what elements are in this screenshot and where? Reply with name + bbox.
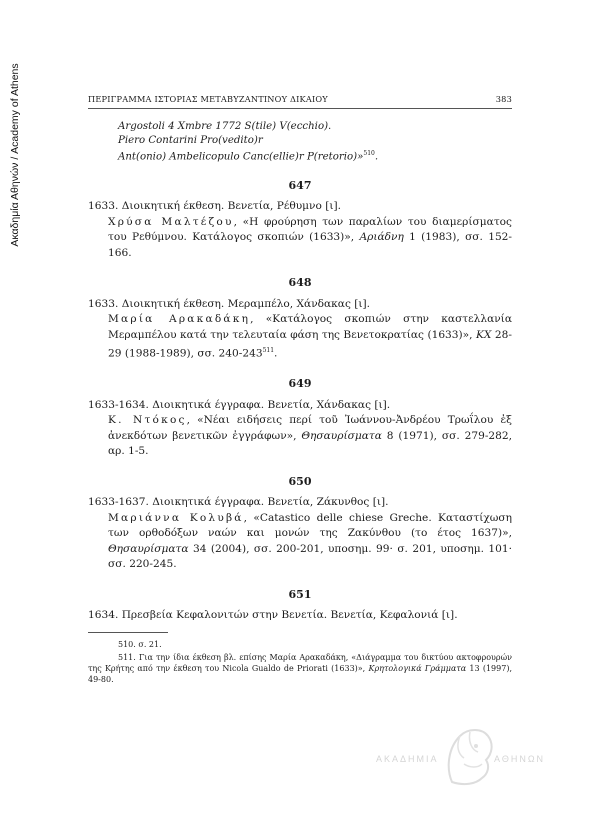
footnote-ref-510: 510	[363, 150, 375, 157]
running-title: ΠΕΡΙΓΡΑΜΜΑ ΙΣΤΟΡΙΑΣ ΜΕΤΑΒΥΖΑΝΤΙΝΟΥ ΔΙΚΑΙΟΥ	[88, 94, 328, 104]
entry-648	[88, 275, 512, 362]
entry-650	[88, 474, 512, 573]
entry-journal: ΚΧ	[476, 328, 492, 341]
entry-author: Χρύσα Μαλτέζου	[108, 215, 234, 228]
entry-heading: 1634. Πρεσβεία Κεφαλονιτών στην Βενετία. Βενετία, Κεφαλονιά [ι].	[88, 609, 458, 622]
document-signature	[118, 120, 512, 164]
watermark-word-right: ΑΘΗΝΩΝ	[494, 754, 546, 764]
entry-author: Κ. Ντόκος	[108, 414, 187, 427]
entry-649	[88, 376, 512, 460]
page-number: 383	[495, 94, 512, 104]
academy-watermark	[376, 722, 546, 792]
entry-heading: 1633-1637. Διοικητικά έγγραφα. Βενετία, Ζάκυνθος [ι].	[88, 496, 389, 509]
signature-line-2: Piero Contarini Pro(vedito)r	[118, 134, 263, 146]
entry-number: 647	[288, 178, 312, 192]
athena-head-icon	[442, 724, 498, 788]
running-header	[88, 92, 512, 109]
footnote-510: 510. σ. 21.	[118, 640, 162, 649]
signature-line-1: Argostoli 4 Xmbre 1772 S(tile) V(ecchio).	[118, 121, 332, 132]
entry-author: Μαρία Αρακαδάκη	[108, 313, 251, 326]
entry-heading: 1633. Διοικητική έκθεση. Μεραμπέλο, Χάνδακας [ι].	[88, 297, 371, 310]
entry-number: 650	[288, 474, 312, 488]
footnote-divider	[88, 632, 168, 633]
entry-number: 648	[288, 276, 312, 290]
entry-651	[88, 587, 512, 624]
entry-number: 649	[288, 377, 312, 391]
page-body	[88, 120, 512, 624]
side-label	[8, 40, 22, 270]
entry-citation: Μαριάννα Κολυβά, «Catastico delle chiese Greche. Καταστίχωση των ορθοδόξων ναών και μονών της Ζακύνθου (το έτος 1637)», Θησαυρίσματα 34 (2004), σσ. 200-201, υποσημ. 99· σ. 201, υποσημ. 101· σσ. 220-245.	[108, 511, 512, 571]
signature-line-3: Ant(onio) Ambelicopulo Canc(ellie)r P(retorio)»$^{510}$.	[118, 150, 379, 163]
entry-heading: 1633. Διοικητική έκθεση. Βενετία, Ρέθυμνο [ι].	[88, 200, 342, 213]
entry-journal: Αριάδνη	[359, 231, 404, 244]
entry-citation: Μαρία Αρακαδάκη, «Κατάλογος σκοπιών στην καστελλανία Μεραμπέλου κατά την τελευταία φάση της Βενετοκρατίας (1633)», ΚΧ 28-29 (1988-1989), σσ. $240-243^{511}$.	[108, 313, 512, 360]
footnote-journal: Κρητολογικά Γράμματα	[368, 664, 467, 673]
entry-heading: 1633-1634. Διοικητικά έγγραφα. Βενετία, Χάνδακας [ι].	[88, 398, 391, 411]
entry-647	[88, 178, 512, 262]
footnote-511: 511. Για την ίδια έκθεση βλ. επίσης Μαρία Αρακαδάκη, «Διάγραμμα του δικτύου ακτοφρουρών της Κρήτης από την έκθεση του Nicola Gualdo de Priorati (1633)», Κρητολογικά Γράμματα 13 (1997), 49-80.	[88, 653, 512, 684]
entry-author: Μαριάννα Κολυβά	[108, 511, 244, 524]
footnotes	[88, 632, 512, 687]
entry-citation: Χρύσα Μαλτέζου, «Η φρούρηση των παραλίων του διαμερίσματος του Ρεθύμνου. Κατάλογος σκοπιών (1633)», Αριάδνη 1 (1983), σσ. 152-166.	[108, 215, 513, 259]
side-label-text: Ακαδημία Αθηνών / Academy of Athens	[9, 63, 21, 247]
footnote-ref-511: 511	[262, 347, 275, 355]
watermark-word-left: ΑΚΑΔΗΜΙΑ	[376, 754, 439, 764]
entry-journal: Θησαυρίσματα	[108, 542, 189, 555]
entry-citation: Κ. Ντόκος, «Νέαι ειδήσεις περί τοῦ Ἰωάννου-Ἀνδρέου Τρωΐλου ἐξ ἀνεκδότων βενετικῶν ἐγγράφων», Θησαυρίσματα 8 (1971), σσ. 279-282, αρ. 1-5.	[108, 414, 513, 458]
entry-number: 651	[288, 587, 312, 601]
entry-journal: Θησαυρίσματα	[301, 429, 382, 442]
